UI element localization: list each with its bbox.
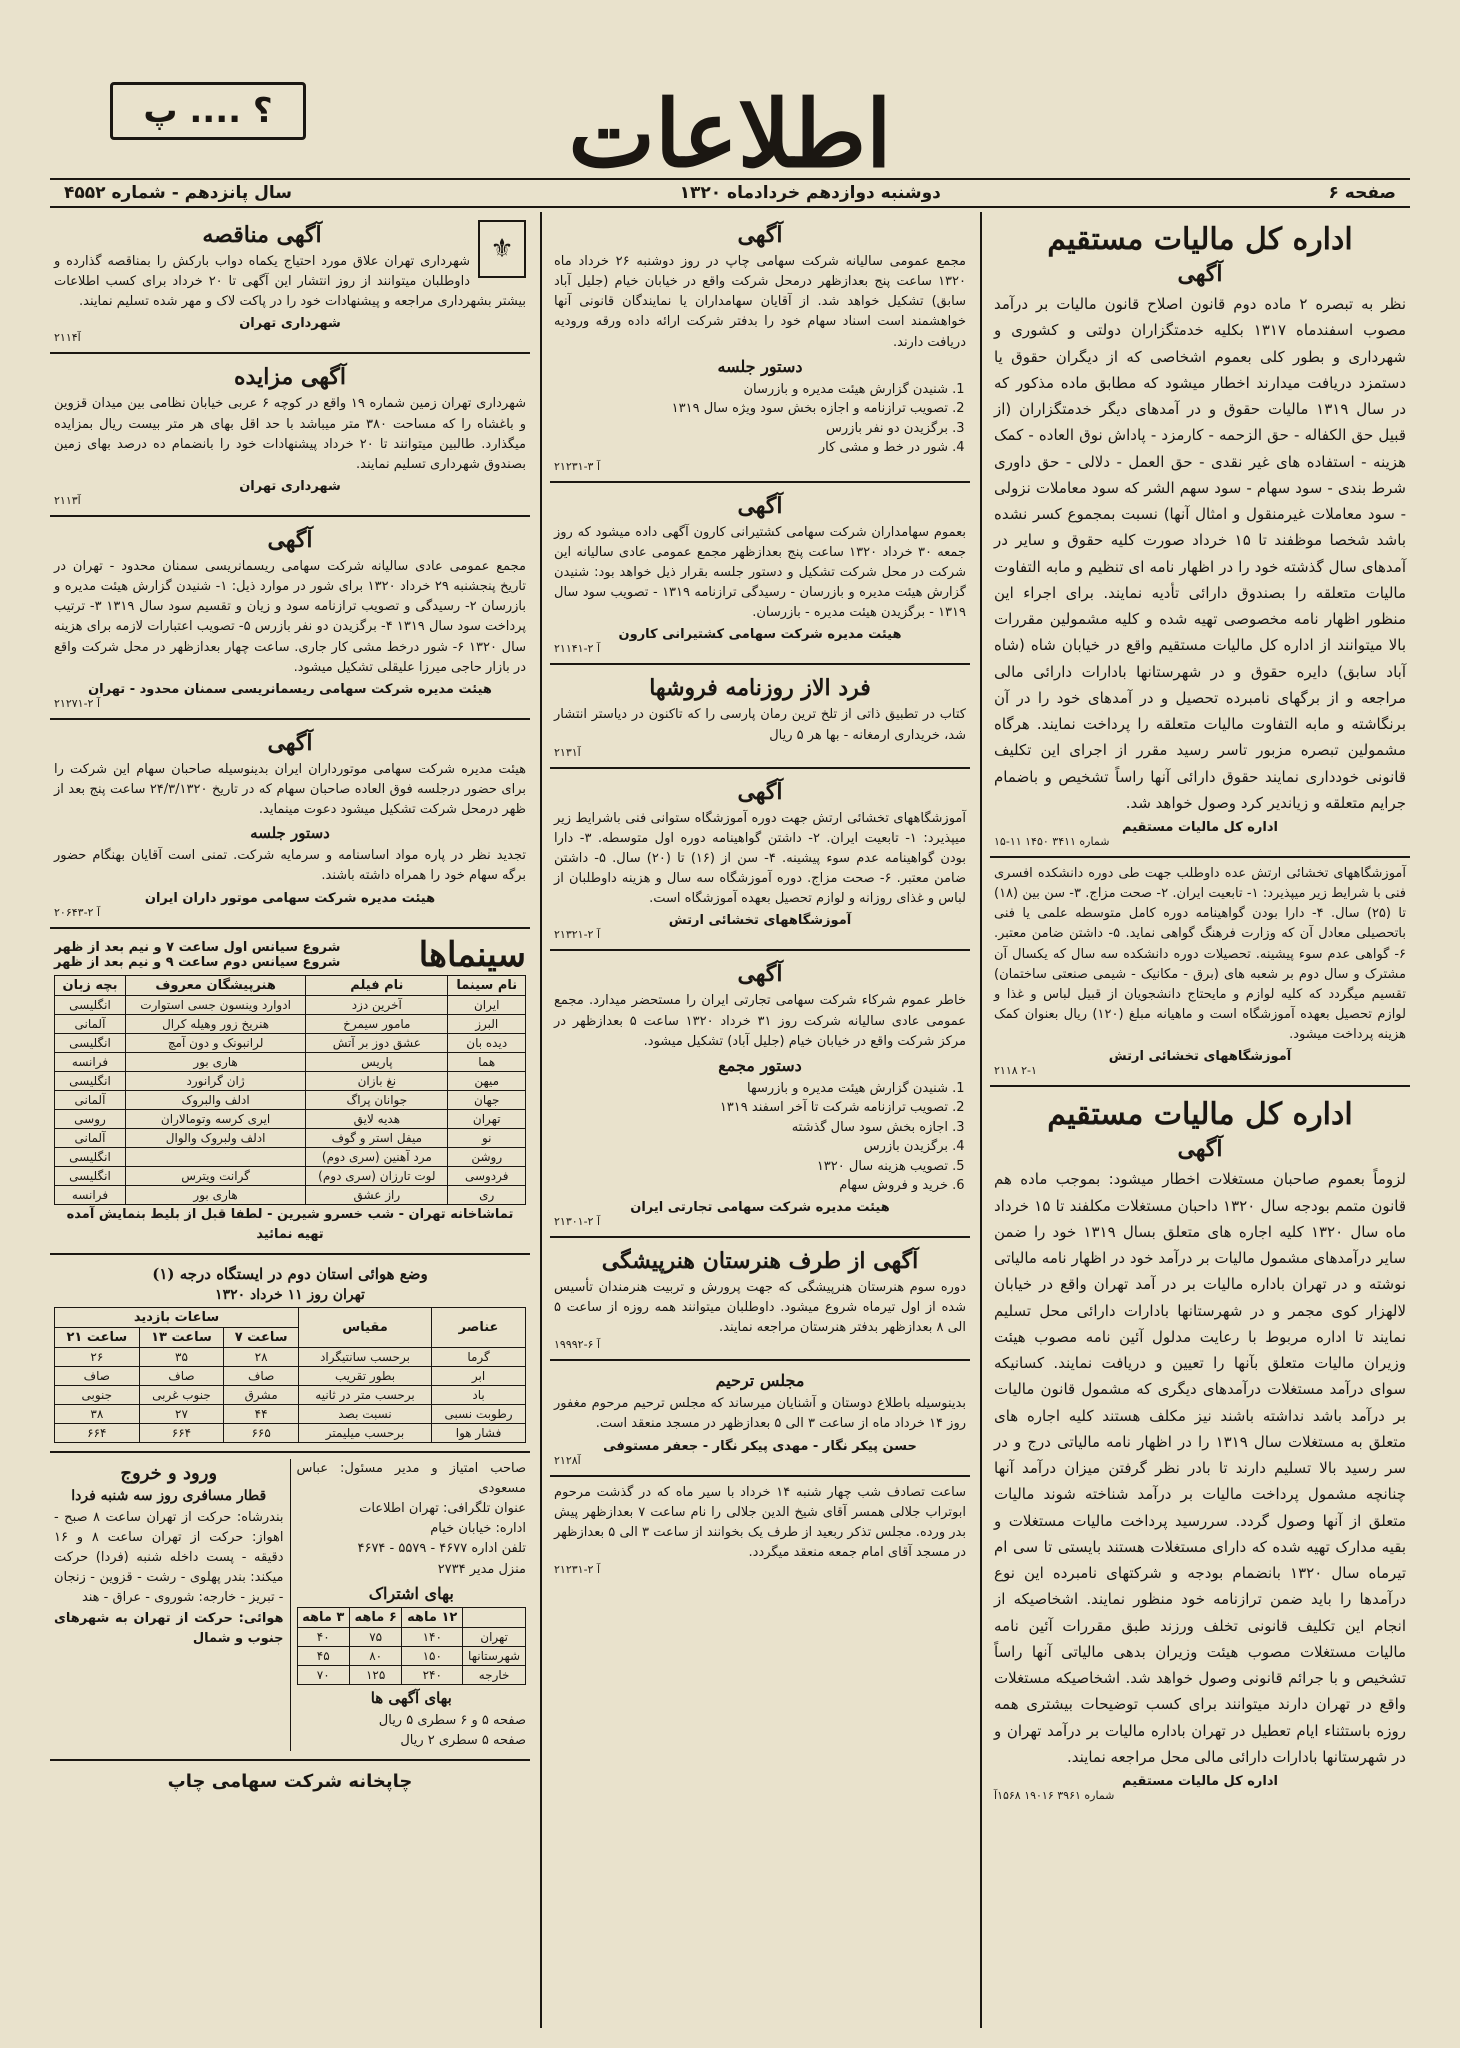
table-cell: مرد آهنین (سری دوم) [306, 1147, 448, 1166]
table-cell: هنریخ زور وهیله کرال [125, 1014, 305, 1033]
table-cell: آخرین دزد [306, 995, 448, 1014]
dateline [50, 178, 1410, 208]
subs-row [297, 1627, 526, 1646]
table-cell: ادلف والبروک [125, 1090, 305, 1109]
trade-company-meeting [550, 951, 970, 1237]
table-cell: مامور سیمرخ [306, 1014, 448, 1033]
cinema-row [55, 1090, 526, 1109]
table-cell: بطور تقریب [298, 1366, 431, 1385]
ad-body: دوره سوم هنرستان هنرپیشگی که جهت پرورش و تربیت هنرمندان تأسیس شده از اول تیرماه شروع میشود. داوطلبان میتوانند همه روزه از ساعت ۵ الی ۸ بعدازظهر بدفتر هنرستان مراجعه نمایند. [554, 1279, 966, 1336]
agenda-item: 3. برگزیدن دو نفر بازرس [554, 419, 948, 439]
cinema-row [55, 1014, 526, 1033]
agenda-title: دستور جلسه [717, 356, 803, 376]
ad-body: لزوماً بعموم صاحبان مستغلات اخطار میشود: بموجب ماده هم قانون متمم بودجه سال ۱۳۲۰ داحبان مستغلات مکلفند تا ۱۵ خرداد ماه سال ۱۳۲۰ کلیه اجاره های متعلق بسال ۱۳۱۹ خود را ضمن سایر درآمدهای مشمول مالیات بر درآمد خود در اظهار نامه مالیاتی نوشته و در تهران باداره مالیات بر در آمد تهران واقع در خیابان لالهزار کوی مجمر و در شهرستانها بادارات دارائی محل تسلیم نمایند تا اداره مربوط با رعایت مدلول آئین نامه مصوب هیئت وزیران مالیات متعلق بآنها را تعیین و دریافت نمایند. کسانیکه سوای درآمد مستغلات درآمدهای دیگری که مشمول قانون مالیات بر درآمد باشد نداشته باشند نیز مکلف هستند کلیه اجاره های متعلق به مستغلات سال ۱۳۱۹ را در اظهار نامه مالیاتی درج و در سر رسید بالا تسلیم دارند تا بادر نظر گرفتن میزان درآمد آنها چنانچه مشمول پرداخت مالیات بر درآمد شناخته شوند مالیات متعلق از آنها وصول گردد. سررسید پرداخت مالیات مستغلات و بقیه مدارک تهیه شده که دارای مستغلات هستند بایستی تا سی ام تیرماه سال ۱۳۲۰ بانضمام بودجه و شرکتهای نامبرده این نوع درآمدها را باید ضمن ترازنامه خود منظور نمایند. اشخاصیکه از انجام این تکلیف قانونی تخلف ورزند طبق مقررات آئین نامه مالیات مستغلات مصوب هیئت وزیران بدهی مالیاتی آنها راساً تشخیص و با جرائم قانونی وصول خواهد شد. اشخاصیکه مستغلات واقع در تهران دارند میتوانند برای کسب توضیحات بیشتری همه روزه باستثناء ایام تعطیل در تهران باداره مالیات بر درآمد تهران و در شهرستانها بادارات دارائی مالی محل مراجعه نمایند. [994, 1170, 1407, 1766]
table-cell: فشار هوا [432, 1423, 526, 1442]
table-cell: ژان گرانورد [125, 1071, 305, 1090]
table-header: ۱۲ ماهه [402, 1607, 463, 1627]
cinema-row [55, 1052, 526, 1071]
table-cell: جوانان پراگ [306, 1090, 448, 1109]
subs-row [297, 1665, 526, 1684]
cinema-header [54, 935, 526, 975]
ad-body: مجمع عمومی سالیانه شرکت سهامی چاپ در روز دوشنبه ۲۶ خرداد ماه ۱۳۲۰ ساعت پنج بعدازظهر درمحل شرکت واقع در خیابان خیام (جلیل آباد سابق) تشکیل خواهد شد. از آقایان سهامداران یا نمایندگان قانونی آنها خواهشمند است اسناد سهام خود را بدفتر شرکت ارائه داده ورقه ورودیه دریافت دارند. [554, 254, 966, 350]
table-cell: لرانبونک و دون آمچ [125, 1033, 305, 1052]
ad-sign: آموزشگاههای تخشائی ارتش [668, 913, 852, 929]
table-cell: گرما [432, 1347, 526, 1366]
ad-title: آگهی مزایده [234, 364, 346, 391]
ad-body: آموزشگاههای تخشائی ارتش عده داوطلب جهت طی دوره دانشکده افسری فنی با شرایط زیر میپذیرد: ۱- تابعیت ایران. ۲- صحت مزاج. ۳- سن بین (۱۸) تا (۲۵) سال. ۴- دارا بودن گواهینامه دوره کامل متوسطه علمی یا فنی باتحصیلی معادل آن که وزارت فرهنگ گواهی نماید. ۵- داشتن ضامن معتبر. ۶- گواهی عدم سوء پیشینه. تحصیلات دوره دانشکده سه سال که یکسال آن مشترک و سال دوم بر شعبه های (برق - مکانیک - شیمی صنعتی ساختمان) تقسیم میگردد که کلیه لوازم و مایحتاج دانشجویان از قبیل لباس و غذا و لوازم تحصیل بعهده آموزشگاه است و ماهیانه مبلغ (۱۲۰) ریال بعنوان کمک هزینه پرداخت میشود. [994, 866, 1406, 1043]
table-cell: ادوارد وینسون جسی استوارت [125, 995, 305, 1014]
cinema-row [55, 1033, 526, 1052]
table-cell: روسی [55, 1109, 126, 1128]
table-cell: ادلف ولبروک والوال [125, 1128, 305, 1147]
table-cell: فرانسه [55, 1052, 126, 1071]
agenda-item: 6. خرید و فروش سهام [554, 1176, 948, 1196]
right-column [990, 212, 1410, 2028]
cinema-title: سینماها [418, 934, 526, 975]
weather-row [55, 1347, 526, 1366]
ad-body: بعموم سهامداران شرکت سهامی کشتیرانی کارون آگهی داده میشود که روز جمعه ۳۰ خرداد ۱۳۲۰ ساعت پنج بعدازظهر مجمع عمومی عادی سالیانه این شرکت در محل شرکت تشکیل و دستور جلسه بقرار ذیل خواهد بود: شنیدن گزارش هیئت مدیره و بازرسان - رسیدگی ترازنامه ۱۳۱۹ - تصویب سود سال ۱۳۱۹ - برگزیدن هیئت مدیره - بازرسان. [554, 524, 966, 621]
agenda-item: 1. شنیدن گزارش هیئت مدیره و بازرسها [554, 1079, 948, 1099]
table-cell: ۲۷ [139, 1404, 224, 1423]
table-cell: نسبت بصد [298, 1404, 431, 1423]
ad-body: کتاب در تطبیق ذاتی از تلخ ترین رمان پارسی را که تاکنون در دیاستر انتشار شد، خریداری ارمغانه - بها هر ۵ ریال [554, 707, 966, 743]
agenda-item: 4. برگزیدن بازرس [554, 1137, 948, 1157]
credit-line: صاحب امتیاز و مدیر مسئول: عباس مسعودی [296, 1460, 526, 1496]
show-times [54, 940, 340, 970]
left-column [50, 212, 530, 2028]
cinema-row [55, 1109, 526, 1128]
table-cell: البرز [448, 1014, 526, 1033]
municipality-emblem-icon: ⚜ [478, 220, 526, 278]
ad-body: مجمع عمومی عادی سالیانه شرکت سهامی ریسمانریسی سمنان محدود - تهران در تاریخ پنجشنبه ۲۹ خرداد ۱۳۲۰ برای شور در موارد ذیل: ۱- شنیدن گزارش هیئت مدیره و بازرسان ۲- رسیدگی و تصویب ترازنامه سود و زیان و تقسیم سود سال ۱۳۱۹ ۳- ترتیب پرداخت سود سال ۱۳۱۹ ۴- برگزیدن دو نفر بازرس ۵- تصویب اعتبارات لازمه برای هزینه سال ۱۳۲۰ ۶- شور درخط مشی کار جاری. ساعت چهار بعدازظهر در محل شرکت واقع در بازار حاجی میرزا علیقلی تشکیل میشود. [54, 558, 527, 675]
arms-school-notice [990, 858, 1410, 1087]
ad-ref: ۲۱۲۳آ ۲-۱ [554, 1563, 601, 1577]
agenda-list [554, 380, 948, 458]
subs-rows [297, 1627, 526, 1684]
ad-sign: هیئت مدیره شرکت سهامی موتور داران ایران [144, 890, 436, 906]
table-cell: ۶۶۴ [139, 1423, 224, 1442]
adprices-title: بهای آگهی ها [370, 1688, 452, 1707]
weather-row [55, 1423, 526, 1442]
table-cell: ۷۵ [349, 1627, 401, 1646]
table-cell: هاری بور [125, 1052, 305, 1071]
table-cell: ۱۵۰ [402, 1646, 463, 1665]
table-cell: ۲۸ [224, 1347, 299, 1366]
table-cell: ۲۶ [55, 1347, 140, 1366]
table-cell: ۴۰ [297, 1627, 349, 1646]
table-cell: هما [448, 1052, 526, 1071]
ad-title: آگهی [737, 961, 783, 988]
credits-and-travel [50, 1453, 530, 1761]
table-cell: عشق دوز بر آتش [306, 1033, 448, 1052]
table-header: ساعت ۲۱ [55, 1327, 140, 1347]
table-cell: ۶۶۴ [55, 1423, 140, 1442]
table-header: عناصر [432, 1307, 526, 1347]
ad-ref: ۲۱۲۷آ ۲-۱ [54, 696, 101, 710]
shipping-company-meeting [550, 483, 970, 666]
table-cell: مشرق [224, 1385, 299, 1404]
credits-box [291, 1459, 527, 1751]
masthead [0, 40, 1460, 188]
ad-sign: اداره کل مالیات مستقیم [1122, 820, 1278, 835]
middle-column [550, 212, 970, 2028]
ad-ref: ۲۱۱۸ ۲-۱ [994, 1064, 1037, 1078]
issue-number: سال پانزدهم - شماره ۴۵۵۲ [64, 183, 292, 203]
ad-body: خاطر عموم شرکاء شرکت سهامی تجارتی ایران را مستحضر میدارد. مجمع عمومی عادی سالیانه شرکت روز ۳۱ خرداد ۱۳۲۰ ساعت ۵ بعدازظهر در مرکز شرکت واقع در خیابان خیام (جلیل آباد) تشکیل میشود. [554, 993, 966, 1049]
credit-phone: تلفن اداره ۴۶۷۷ - ۵۵۷۹ - ۴۶۷۴ [357, 1541, 526, 1557]
ad-ref: ۲۱۲۸آ [554, 1453, 581, 1467]
ad-ref: ۲۱۱۴آ ۲-۱ [554, 642, 601, 656]
table-cell: دیده بان [448, 1033, 526, 1052]
agenda-body: تجدید نظر در پاره مواد اساسنامه و سرمایه شرکت. تمنی است آقایان بهنگام حضور برگه سهام خود را همراه داشته باشند. [54, 848, 526, 884]
travel-body: بندرشاه: حرکت از تهران ساعت ۸ صبح - اهواز: حرکت از تهران ساعت ۸ و ۱۶ دقیقه - پست داخله شنبه (فردا) حرکت میکند: بندر پهلوی - رشت - قزوین - زنجان - تبریز - خارجه: شوروی - عراق - هند [54, 1509, 284, 1606]
price-box: ؟ .... پ [110, 82, 306, 140]
ad-title: آگهی [737, 222, 783, 248]
ad-body: نظر به تبصره ۲ ماده دوم قانون اصلاح قانون مالیات بر درآمد مصوب اسفندماه ۱۳۱۷ بکلیه خدمتگزاران دولتی و کشوری و شهرداری و بطور کلی بعموم اشخاصی که از دیگران حقوق یا دستمزد دریافت میدارند اخطار میشود که مطابق ماده مذکور که در سال ۱۳۱۹ مالیات حقوق و در آمدهای دیگر خدمتگزاران (از قبیل حق الکفاله - حق الزحمه - کارمزد - پاداش نوق العاده - کمک هزینه - استفاده های غیر نقدی - حق العمل - دلالی - حق داوری شرط بندی - سود سهام - سود سهم الشر که سود معاملات نزولی - سود معاملات غیرمنقول و امثال آنها) نسبت بمجموع کسر نشده باشد شخصا موظفند تا ۱۵ خرداد صورت کلیه حقوق و سایر در آمدهای سال گذشته خود را در اظهار نامه ای تنظیم و مابه التفاوت مالیات متعلقه را بصندوق دارائی تأدیه نمایند. برای اجراء این منظور اظهار نامه مخصوصی تهیه شده و کلیه مشمولین مقررات بالا میتوانند از اداره کل مالیات مستقیم واقع در خیابان شاه (شاه آباد سابق) دایره حقوق و در شهرستانها بادارات دارائی مالی مراجعه و از برگهای نامبرده تحصیل و در آمدهای خود را در آن برنگاشته و مابه التفاوت مالیات متعلقه را پرداخت نمایند. هرگاه مشمولین تبصره مزبور تاسر رسید مقرر از اجرای این تکلیف قانونی خودداری نمایند حقوق دارائی آنها راساً تشخیص و باضمام جرایم متعلقه و زیاندیر کرد وصول خواهد شد. [994, 295, 1407, 812]
ad-title: اداره کل مالیات مستقیم [1047, 1097, 1353, 1133]
table-cell: لوت تارزان (سری دوم) [306, 1166, 448, 1185]
weather-rows [55, 1347, 526, 1442]
ad-ref: ۲۱۱۳آ [54, 493, 81, 507]
weather-title: وضع هوائی استان دوم در ایستگاه درجه (۱) [152, 1264, 428, 1283]
cinema-rows [55, 995, 526, 1204]
ad-ref: شماره ۳۹۶۱ ۱۹۰۱۶ ۱۵۶۸آ [994, 1789, 1115, 1803]
cinema-table [54, 975, 526, 1205]
ad-ref: ۲۱۳۰آ ۲-۱ [554, 1214, 601, 1228]
table-cell: فردوسی [448, 1166, 526, 1185]
cinema-row [55, 1128, 526, 1147]
ad-body: شهرداری تهران زمین شماره ۱۹ واقع در کوچه ۶ عربی خیابان نظامی بین میدان قزوین و باغشاه را که مساحت ۳۸۰ متر میباشد با حد اقل بهای هر متر بیست ریال بمزایده میگذارد. طالبین میتوانند تا ۲۰ خرداد پیشنهادات خود را بانضمام ده درصد بهای زمین بصندوق شهرداری تسلیم نمایند. [54, 396, 527, 472]
table-cell: جنوب غربی [139, 1385, 224, 1404]
ad-sign: حسن پیکر نگار - مهدی پیکر نگار - جعفر مستوفی [603, 1438, 917, 1454]
travel-subtitle: قطار مسافری روز سه شنبه فردا [71, 1487, 267, 1504]
table-header: ۳ ماهه [297, 1607, 349, 1627]
table-header: نام سینما [448, 975, 526, 995]
table-cell: هدیه لایق [306, 1109, 448, 1128]
ad-body: بدینوسیله باطلاع دوستان و آشنایان میرساند که مجلس ترحیم مرحوم مغفور روز ۱۴ خرداد ماه از ساعت ۳ الی ۵ بعدازظهر در مسجد منعقد است. [554, 1396, 966, 1432]
weather-report [50, 1255, 530, 1453]
agenda-item: 3. اجازه بخش سود سال گذشته [554, 1118, 948, 1138]
ad-ref: شماره ۳۴۱۱ ۱۴۵۰ ۱۱-۱۵ [994, 835, 1110, 848]
ad-title: مجلس ترحیم [715, 1371, 805, 1391]
table-cell: ۴۴ [224, 1404, 299, 1423]
weather-row [55, 1366, 526, 1385]
ad-title: آگهی [267, 729, 313, 756]
agenda-item: 1. شنیدن گزارش هیئت مدیره و بازرسان [554, 380, 948, 400]
table-cell: جنوبی [55, 1385, 140, 1404]
table-cell: ۷۰ [297, 1665, 349, 1684]
cinema-row [55, 995, 526, 1014]
ad-title: آگهی مناقصه [202, 222, 322, 248]
printing-company-meeting [550, 212, 970, 483]
weather-subtitle: تهران روز ۱۱ خرداد ۱۳۲۰ [215, 1286, 365, 1303]
table-cell: ۱۴۰ [402, 1627, 463, 1646]
table-cell: آلمانی [55, 1014, 126, 1033]
table-cell: انگلیسی [55, 995, 126, 1014]
ad-title: آگهی [737, 492, 783, 519]
ad-sign: هیئت مدیره شرکت سهامی تجارتی ایران [630, 1199, 890, 1215]
ad-sign: آموزشگاههای تخشائی ارتش [1108, 1049, 1292, 1065]
condolence-notice [550, 1477, 970, 1585]
page-number: صفحه ۶ [1328, 183, 1396, 203]
travel-title: ورود و خروج [120, 1462, 218, 1484]
show-time: شروع سیانس اول ساعت ۷ و نیم بعد از ظهر [54, 939, 341, 955]
ad-sign: شهرداری تهران [239, 478, 341, 494]
newspaper-logo: اطلاعات [568, 80, 892, 188]
table-cell: ۱۲۵ [349, 1665, 401, 1684]
art-school-notice [550, 1238, 970, 1361]
ad-sign: شهرداری تهران [239, 316, 341, 332]
textile-company-meeting [50, 517, 530, 720]
table-header: مقیاس [298, 1307, 431, 1347]
agenda-item: 2. تصویب ترازنامه و اجازه بخش سود ویژه سال ۱۳۱۹ [554, 399, 948, 419]
table-cell: تهران [463, 1627, 526, 1646]
agenda-list [554, 1079, 948, 1196]
table-cell: گرانت ویترس [125, 1166, 305, 1185]
ad-sign: اداره کل مالیات مستقیم [1122, 1774, 1278, 1790]
memorial-notice [550, 1361, 970, 1476]
ad-title: اداره کل مالیات مستقیم [1047, 222, 1353, 257]
table-header [463, 1607, 526, 1627]
weather-table [54, 1307, 526, 1443]
table-header: بچه زبان [55, 975, 126, 995]
ad-sign: هیئت مدیره شرکت سهامی ریسمانریسی سمنان محدود - تهران [88, 681, 492, 697]
table-cell: تهران [448, 1109, 526, 1128]
ad-ref: ۲۱۳۱آ [554, 745, 581, 759]
subs-table [297, 1607, 527, 1685]
cinema-row [55, 1147, 526, 1166]
table-header: هنرپیشگان معروف [125, 975, 305, 995]
ad-body: هیئت مدیره شرکت سهامی موتورداران ایران بدینوسیله صاحبان سهام این شرکت را برای حضور درجلسه فوق العاده صاحبان سهام که در تاریخ ۲۴/۳/۱۳۲۰ ساعت پنج بعد از ظهر درمحل شرکت تشکیل میشود دعوت مینماید. [54, 761, 526, 818]
column-rule [540, 212, 542, 2028]
table-cell: ۴۵ [297, 1646, 349, 1665]
adprices-row: صفحه ۵ و ۶ سطری ۵ ریال [378, 1712, 526, 1728]
ad-ref: ۲۰۶۴آ ۲-۳ [54, 905, 101, 919]
ad-title: آگهی از طرف هنرستان هنرپیشگی [601, 1247, 919, 1274]
issue-date: دوشنبه دوازدهم خردادماه ۱۳۲۰ [679, 183, 941, 203]
table-header: ساعات بازدید [55, 1307, 299, 1327]
table-cell: راز عشق [306, 1185, 448, 1204]
agenda-title: دستور مجمع [718, 1055, 802, 1075]
table-header: نام فیلم [306, 975, 448, 995]
table-header: ساعت ۱۳ [139, 1327, 224, 1347]
ad-subtitle: آگهی [1177, 1136, 1223, 1163]
table-cell: آلمانی [55, 1128, 126, 1147]
agenda-title: دستور جلسه [250, 824, 330, 843]
municipality-tender [50, 212, 530, 354]
ad-ref: ۱۹۹۹آ ۶-۲ [554, 1338, 601, 1352]
theater-footer: تماشاخانه تهران - شب خسرو شیرین - لطفا قبل از بلیط بنمایش آمده تهیه نمائید [66, 1206, 514, 1242]
table-cell [125, 1147, 305, 1166]
tax-notice-2 [990, 1087, 1410, 1810]
table-cell: برحسب میلیمتر [298, 1423, 431, 1442]
ad-ref: ۲۱۲۳آ ۳-۱ [554, 459, 601, 473]
table-header: ساعت ۷ [224, 1327, 299, 1347]
table-cell: برحسب متر در ثانیه [298, 1385, 431, 1404]
subs-title: بهای اشتراک [368, 1583, 454, 1603]
table-cell: آلمانی [55, 1090, 126, 1109]
credit-line: اداره: خیابان خیام [430, 1521, 526, 1537]
table-cell: ایران [448, 995, 526, 1014]
weather-row [55, 1404, 526, 1423]
agenda-item: 4. شور در خط و مشی کار [554, 438, 948, 458]
table-cell: انگلیسی [55, 1166, 126, 1185]
table-cell: ۶۶۵ [224, 1423, 299, 1442]
table-cell: صاف [224, 1366, 299, 1385]
ad-body: ساعت تصادف شب چهار شنبه ۱۴ خرداد با سیر ماه که در گذشت مرحوم ابوتراب جلالی همسر آقای شیخ الدین جلالی را نام ساعت ۷ بعدازظهر پیش بدر ورده. مجلس تذکر ربعید از طرف یک بخوانند از ساعت ۳ الی ۵ بعدازظهر در مسجد آقای امام جمعه منعقد میگردد. [554, 1484, 966, 1560]
table-cell: ۳۵ [139, 1347, 224, 1366]
table-cell: ۳۸ [55, 1404, 140, 1423]
ad-body: شهرداری تهران علاق مورد احتیاج یکماه دواب بارکش را بمناقصه گذارده و داوطلبان میتوانند از روز انتشار این آگهی تا ۲۰ خرداد برای کسب اطلاعات بیشتر بشهرداری مراجعه و پیشنهادات خود را در پاکت لاک و مهر شده تسلیم نمایند. [54, 254, 526, 310]
travel-box [54, 1459, 291, 1751]
table-cell: میهن [448, 1071, 526, 1090]
printer-credit: چاپخانه شرکت سهامی چاپ [167, 1770, 413, 1792]
table-cell: انگلیسی [55, 1033, 126, 1052]
table-cell: روشن [448, 1147, 526, 1166]
column-rule [980, 212, 982, 2028]
cinema-row [55, 1185, 526, 1204]
cinema-row [55, 1166, 526, 1185]
ad-ref: ۲۱۱۴آ [54, 331, 81, 345]
credit-home: منزل مدیر ۲۷۳۴ [437, 1561, 526, 1577]
ad-sign: هیئت مدیره شرکت سهامی کشتیرانی کارون [618, 627, 902, 643]
table-cell: ۲۴۰ [402, 1665, 463, 1684]
table-cell: نغ بازان [306, 1071, 448, 1090]
agenda-item: 2. تصویب ترازنامه شرکت تا آخر اسفند ۱۳۱۹ [554, 1098, 948, 1118]
credit-line: عنوان تلگرافی: تهران اطلاعات [359, 1501, 526, 1517]
table-cell: جهان [448, 1090, 526, 1109]
table-cell: صاف [139, 1366, 224, 1385]
ad-subtitle: آگهی [1177, 261, 1223, 287]
cinema-row [55, 1071, 526, 1090]
table-cell: خارجه [463, 1665, 526, 1684]
motor-company-meeting [50, 720, 530, 929]
table-cell: نو [448, 1128, 526, 1147]
table-cell: انگلیسی [55, 1147, 126, 1166]
table-cell: صاف [55, 1366, 140, 1385]
table-cell: انگلیسی [55, 1071, 126, 1090]
table-cell: ری [448, 1185, 526, 1204]
table-cell: ابر [432, 1366, 526, 1385]
airmail: هوائی: حرکت از تهران به شهرهای جنوب و شمال [54, 1610, 284, 1646]
table-cell: باد [432, 1385, 526, 1404]
newspaper-sellers-notice [550, 665, 970, 768]
show-time: شروع سیانس دوم ساعت ۹ و نیم بعد از ظهر [54, 954, 341, 970]
table-cell: میفل استر و گوف [306, 1128, 448, 1147]
table-cell: هاری بور [125, 1185, 305, 1204]
ad-title: فرد الاز روزنامه فروشها [649, 675, 871, 702]
ad-body: آموزشگاههای تخشائی ارتش جهت دوره آموزشگاه ستوانی فنی باشرایط زیر میپذیرد: ۱- تابعیت ایران. ۲- داشتن گواهینامه دوره اول متوسطه. ۳- دارا بودن گواهینامه عدم سوء پیشینه. ۴- سن از (۱۶) تا (۲۰) سال. ۵- داشتن ضامن معتبر. ۶- صحت مزاج. دوره آموزشگاه سه سال و هزینه داوطلبان از لباس و غذای روزانه و لوازم تحصیل بعهده آموزشگاه است. [554, 810, 967, 907]
arms-school-admission [550, 769, 970, 952]
table-cell: برحسب سانتیگراد [298, 1347, 431, 1366]
adprices-row: صفحه ۵ سطری ۲ ریال [400, 1732, 526, 1748]
table-cell: ۸۰ [349, 1646, 401, 1665]
table-cell: پاریس [306, 1052, 448, 1071]
table-header: ۶ ماهه [349, 1607, 401, 1627]
tax-notice-1 [990, 212, 1410, 858]
table-cell: رطوبت نسبی [432, 1404, 526, 1423]
cinema-listings [50, 929, 530, 1255]
municipality-auction [50, 354, 530, 517]
table-cell: ایری کرسه وتومالاران [125, 1109, 305, 1128]
agenda-item: 5. تصویب هزینه سال ۱۳۲۰ [554, 1157, 948, 1177]
ad-title: آگهی [737, 778, 783, 805]
table-cell: شهرستانها [463, 1646, 526, 1665]
table-cell: فرانسه [55, 1185, 126, 1204]
subs-row [297, 1646, 526, 1665]
ad-ref: ۲۱۳۲آ ۲-۱ [554, 928, 601, 942]
weather-row [55, 1385, 526, 1404]
ad-title: آگهی [267, 526, 313, 553]
